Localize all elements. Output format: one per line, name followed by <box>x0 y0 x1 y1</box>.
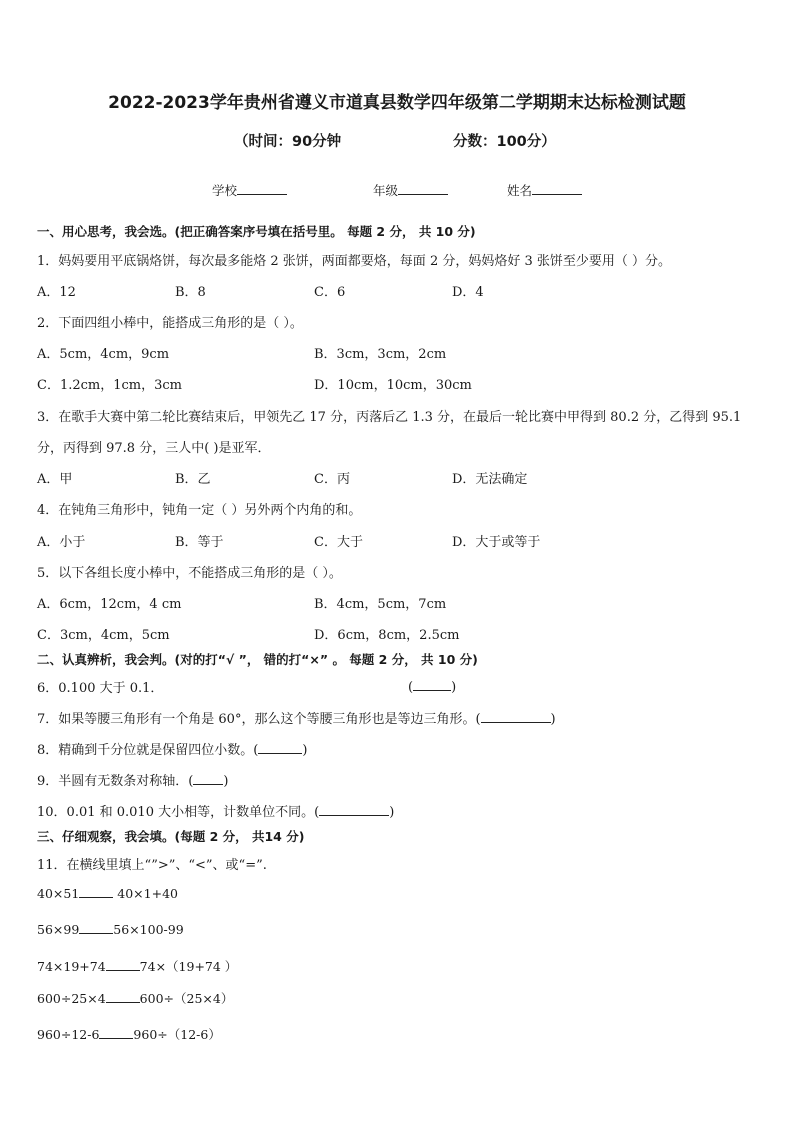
question-6: 6．0.100 大于 0.1． <box>37 681 164 696</box>
q7-answer-blank[interactable] <box>481 709 551 723</box>
q4-option-b[interactable]: B．等于 <box>175 535 224 550</box>
compare-row-1: 40×51 40×1+40 <box>37 886 178 901</box>
question-10: 10．0.01 和 0.010 大小相等，计数单位不同。( ) <box>37 801 394 820</box>
q2-option-d[interactable]: D．10cm，10cm，30cm <box>314 378 472 393</box>
section-1-header: 一、用心思考，我会选。(把正确答案序号填在括号里。 每题 2 分， 共 10 分) <box>37 224 476 239</box>
compare-blank-4[interactable] <box>106 990 140 1003</box>
q3-option-b[interactable]: B．乙 <box>175 472 211 487</box>
q4-option-c[interactable]: C．大于 <box>314 535 363 550</box>
exam-score: 分数：100分） <box>453 134 556 150</box>
q2-option-c[interactable]: C．1.2cm，1cm，3cm <box>37 378 182 393</box>
exam-time: （时间：90分钟 <box>234 134 342 150</box>
compare-row-4: 600÷25×4 600÷（25×4） <box>37 991 234 1006</box>
question-5: 5．以下各组长度小棒中，不能搭成三角形的是（ ）。 <box>37 566 342 581</box>
question-3: 3．在歌手大赛中第二轮比赛结束后，甲领先乙 17 分，丙落后乙 1.3 分，在最后一轮比赛中甲得到 80.2 分，乙得到 95.1 <box>37 410 742 425</box>
q10-answer-blank[interactable] <box>319 802 389 816</box>
question-1: 1．妈妈要用平底锅烙饼，每次最多能烙 2 张饼，两面都要烙，每面 2 分，妈妈烙好 3 张饼至少要用（ ）分。 <box>37 254 672 269</box>
section-2-header: 二、认真辨析，我会判。(对的打“√ ”， 错的打“×” 。 每题 2 分， 共 10 分) <box>37 652 478 667</box>
name-blank[interactable] <box>532 182 582 195</box>
compare-row-5: 960÷12-6 960÷（12-6） <box>37 1027 221 1042</box>
compare-row-3: 74×19+74 74×（19+74 ） <box>37 959 238 974</box>
grade-blank[interactable] <box>398 182 448 195</box>
name-field: 姓名 <box>507 181 582 199</box>
section-3-header: 三、仔细观察，我会填。(每题 2 分， 共14 分) <box>37 829 305 844</box>
question-7: 7．如果等腰三角形有一个角是 60°，那么这个等腰三角形也是等边三角形。( ) <box>37 708 556 727</box>
q3-option-c[interactable]: C．丙 <box>314 472 350 487</box>
q5-option-c[interactable]: C．3cm，4cm，5cm <box>37 628 170 643</box>
q5-option-d[interactable]: D．6cm，8cm，2.5cm <box>314 628 460 643</box>
q1-option-d[interactable]: D．4 <box>452 285 484 300</box>
compare-blank-1[interactable] <box>79 885 113 898</box>
q8-answer-blank[interactable] <box>258 740 302 754</box>
compare-row-2: 56×99 56×100-99 <box>37 922 184 937</box>
q1-option-a[interactable]: A．12 <box>37 285 76 300</box>
school-blank[interactable] <box>237 182 287 195</box>
q9-answer-blank[interactable] <box>193 771 223 785</box>
grade-field: 年级 <box>373 181 448 199</box>
question-4: 4．在钝角三角形中，钝角一定（ ）另外两个内角的和。 <box>37 503 362 518</box>
question-2: 2．下面四组小棒中，能搭成三角形的是（ ）。 <box>37 316 303 331</box>
q6-answer-blank[interactable] <box>413 677 451 691</box>
q5-option-b[interactable]: B．4cm，5cm，7cm <box>314 597 447 612</box>
q1-option-b[interactable]: B．8 <box>175 285 206 300</box>
q4-option-a[interactable]: A．小于 <box>37 535 86 550</box>
compare-blank-2[interactable] <box>79 921 113 934</box>
q2-option-b[interactable]: B．3cm，3cm，2cm <box>314 347 447 362</box>
compare-blank-3[interactable] <box>106 958 140 971</box>
q3-option-d[interactable]: D．无法确定 <box>452 472 528 487</box>
q5-option-a[interactable]: A．6cm，12cm，4 cm <box>37 597 182 612</box>
q1-option-c[interactable]: C．6 <box>314 285 346 300</box>
q2-option-a[interactable]: A．5cm，4cm，9cm <box>37 347 170 362</box>
question-11: 11．在横线里填上“”>”、“<”、或“=”. <box>37 858 267 873</box>
question-9: 9．半圆有无数条对称轴．( ) <box>37 770 228 789</box>
compare-blank-5[interactable] <box>99 1026 133 1039</box>
exam-title: 2022-2023学年贵州省遵义市道真县数学四年级第二学期期末达标检测试题 <box>108 93 686 113</box>
question-8: 8．精确到千分位就是保留四位小数。( ) <box>37 739 307 758</box>
question-3-cont: 分，丙得到 97.8 分，三人中( )是亚军． <box>37 441 271 456</box>
q6-answer: ( ) <box>408 677 456 695</box>
school-field: 学校 <box>212 181 287 199</box>
q3-option-a[interactable]: A．甲 <box>37 472 73 487</box>
q4-option-d[interactable]: D．大于或等于 <box>452 535 541 550</box>
